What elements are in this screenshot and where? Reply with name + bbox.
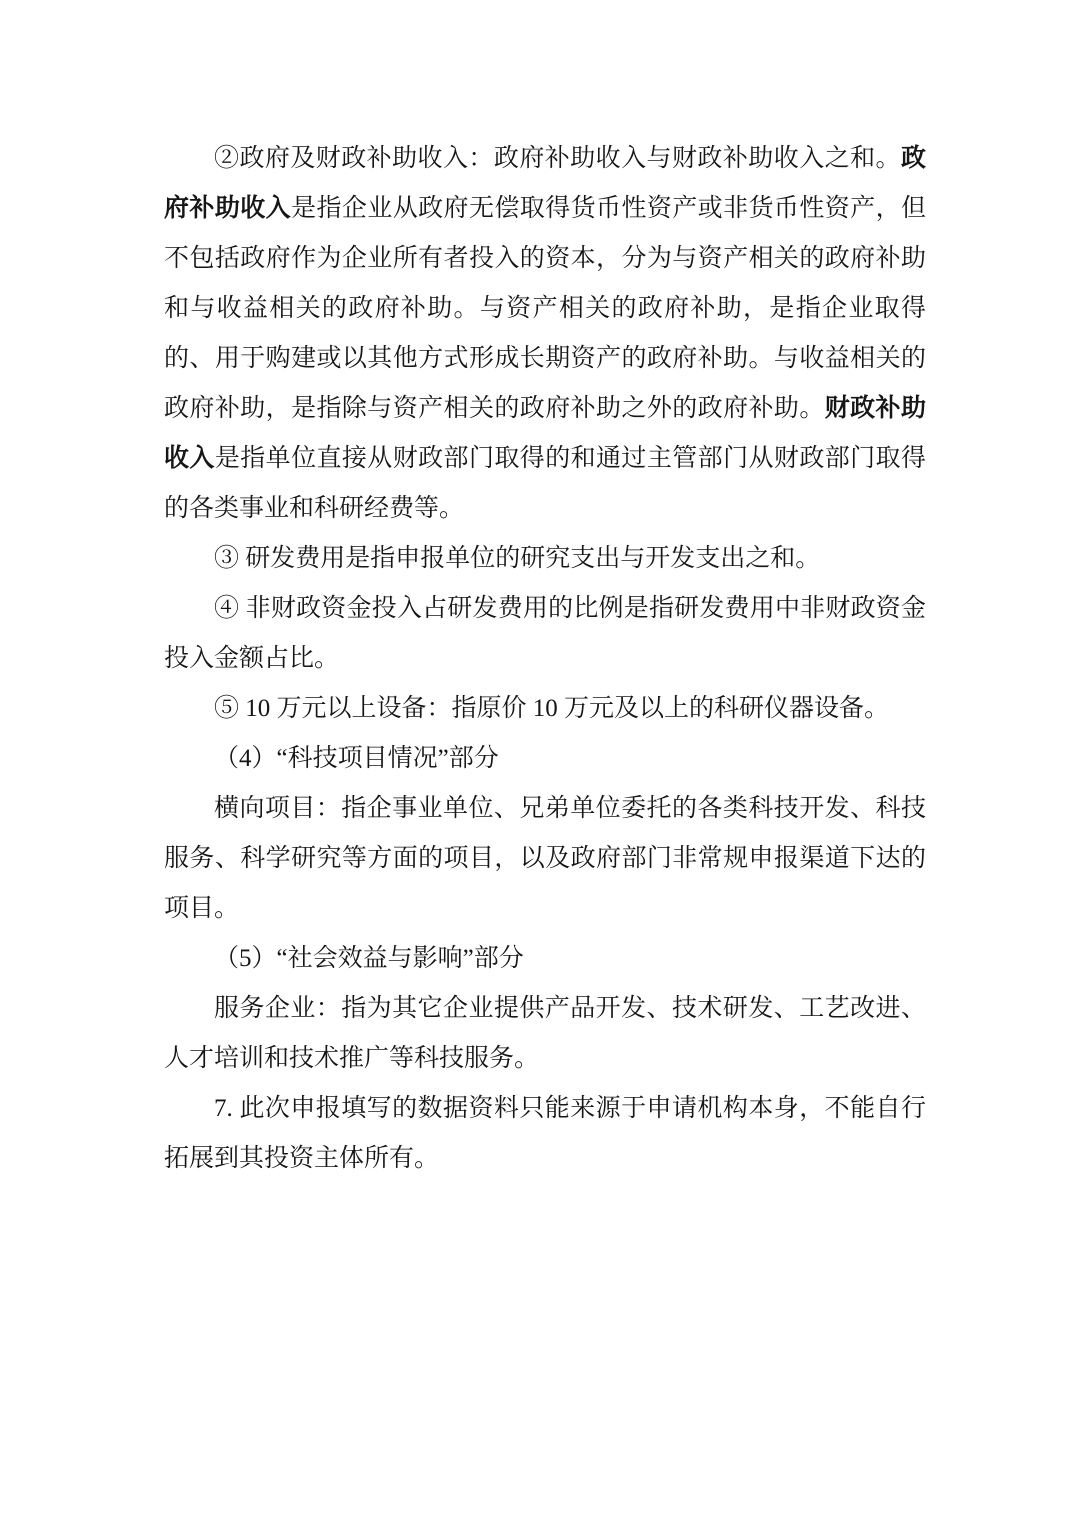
para-service-enterprises — [164, 984, 926, 1084]
para-horizontal-projects — [164, 784, 926, 934]
text-run: 7. 此次申报填写的数据资料只能来源于申请机构本身，不能自行拓展到其投资主体所有。 — [164, 1095, 926, 1172]
text-run: （5）“社会效益与影响”部分 — [214, 945, 524, 972]
bold-text-run: 财政补助收入 — [164, 395, 926, 472]
text-run: 是指企业从政府无偿取得货币性资产或非货币性资产，但不包括政府作为企业所有者投入的资本，分为与资产相关的政府补助和与收益相关的政府补助。与资产相关的政府补助，是指企业取得的、用于购建或以其他方式形成长期资产的政府补助。与收益相关的政府补助，是指除与资产相关的政府补助之外的政府补助。 — [164, 195, 926, 422]
para-equipment-over-100k — [164, 684, 926, 734]
text-run: ④ 非财政资金投入占研发费用的比例是指研发费用中非财政资金投入金额占比。 — [164, 595, 926, 672]
para-gov-fiscal-subsidy-income — [164, 134, 926, 534]
text-run: （4）“科技项目情况”部分 — [214, 745, 499, 772]
text-run: ③ 研发费用是指申报单位的研究支出与开发支出之和。 — [214, 545, 821, 572]
text-run: 服务企业：指为其它企业提供产品开发、技术研发、工艺改进、人才培训和技术推广等科技服务。 — [164, 995, 926, 1072]
text-run: ⑤ 10 万元以上设备：指原价 10 万元及以上的科研仪器设备。 — [214, 695, 890, 722]
heading-tech-project-section — [164, 734, 926, 784]
para-non-fiscal-fund-ratio — [164, 584, 926, 684]
para-rd-expense — [164, 534, 926, 584]
document-body — [164, 134, 926, 1184]
bold-text-run: 政府补助收入 — [164, 145, 926, 222]
para-data-source-rule — [164, 1084, 926, 1184]
text-run: 是指单位直接从财政部门取得的和通过主管部门从财政部门取得的各类事业和科研经费等。 — [164, 445, 926, 522]
text-run: 横向项目：指企事业单位、兄弟单位委托的各类科技开发、科技服务、科学研究等方面的项目，以及政府部门非常规申报渠道下达的项目。 — [164, 795, 926, 922]
heading-social-benefit-section — [164, 934, 926, 984]
text-run: ②政府及财政补助收入：政府补助收入与财政补助收入之和。 — [214, 145, 901, 172]
